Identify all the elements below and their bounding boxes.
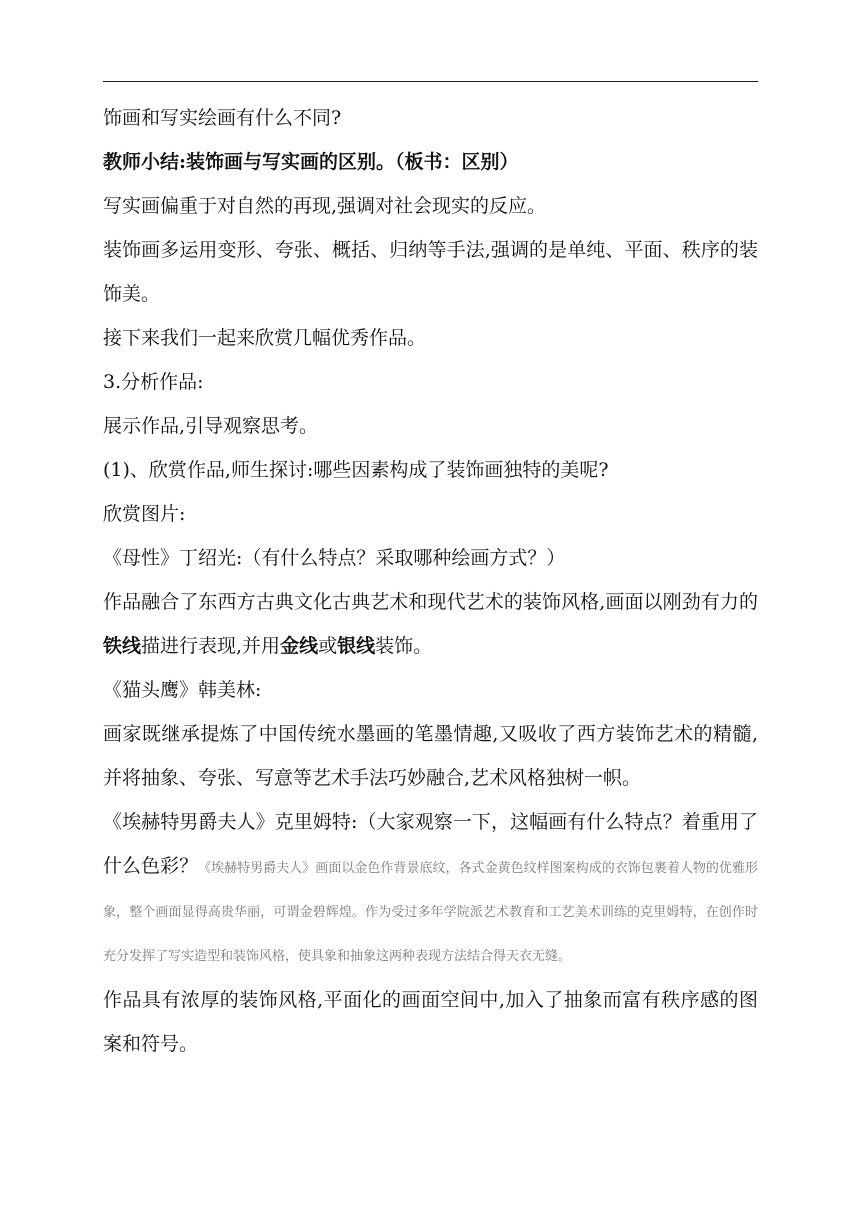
paragraph-teacher-summary: 教师小结:装饰画与写实画的区别。（板书：区别）	[103, 151, 519, 173]
paragraph-appreciate: 欣赏图片:	[103, 503, 186, 525]
bold-term-gold-line: 金线	[280, 635, 319, 657]
paragraph-transition: 接下来我们一起来欣赏几幅优秀作品。	[103, 327, 427, 349]
text-segment: 或	[318, 635, 338, 657]
paragraph-owl-analysis: 画家既继承提炼了中国传统水墨画的笔墨情趣,又吸收了西方装饰艺术的精髓,并将抽象、夸张、写意等艺术手法巧妙融合,艺术风格独树一帜。	[103, 723, 758, 789]
paragraph-show-works: 展示作品,引导观察思考。	[103, 415, 319, 437]
paragraph-question: 饰画和写实绘画有什么不同?	[103, 107, 342, 129]
paragraph-muxing-analysis	[103, 580, 758, 668]
paragraph-work-owl: 《猫头鹰》韩美林:	[103, 679, 262, 701]
paragraph-discussion: (1)、欣赏作品,师生探讨:哪些因素构成了装饰画独特的美呢?	[103, 459, 609, 481]
header-rule	[103, 81, 758, 82]
bold-term-iron-line: 铁线	[103, 635, 142, 657]
paragraph-realism: 写实画偏重于对自然的再现,强调对社会现实的反应。	[103, 195, 547, 217]
text-segment: 作品融合了东西方古典文化古典艺术和现代艺术的装饰风格,画面以刚劲有力的	[103, 591, 758, 613]
paragraph-work-klimt	[103, 800, 758, 976]
paragraph-section-3: 3.分析作品:	[103, 371, 204, 393]
klimt-question: 《埃赫特男爵夫人》克里姆特:（大家观察一下，这幅画有什么特点？着重用了什么色彩？	[103, 811, 758, 877]
paragraph-decorative: 装饰画多运用变形、夸张、概括、归纳等手法,强调的是单纯、平面、秩序的装饰美。	[103, 239, 758, 305]
bold-term-silver-line: 银线	[337, 635, 376, 657]
text-segment: 装饰。	[375, 635, 433, 657]
document-body	[103, 96, 758, 1066]
text-segment: 描进行表现,并用	[141, 635, 281, 657]
paragraph-work-muxing: 《母性》丁绍光:（有什么特点？采取哪种绘画方式？）	[103, 547, 566, 569]
paragraph-klimt-analysis: 作品具有浓厚的装饰风格,平面化的画面空间中,加入了抽象而富有秩序感的图案和符号。	[103, 989, 758, 1055]
klimt-note: 《埃赫特男爵夫人》画面以金色作背景底纹，各式金黄色纹样图案构成的衣饰包裹着人物的优雅形象，整个画面显得高贵华丽，可谓金碧辉煌。作为受过多年学院派艺术教育和工艺美术训练的克里姆特，在创作时充分发挥了写实造型和装饰风格，使具象和抽象这两种表现方法结合得天衣无缝。	[103, 861, 758, 964]
